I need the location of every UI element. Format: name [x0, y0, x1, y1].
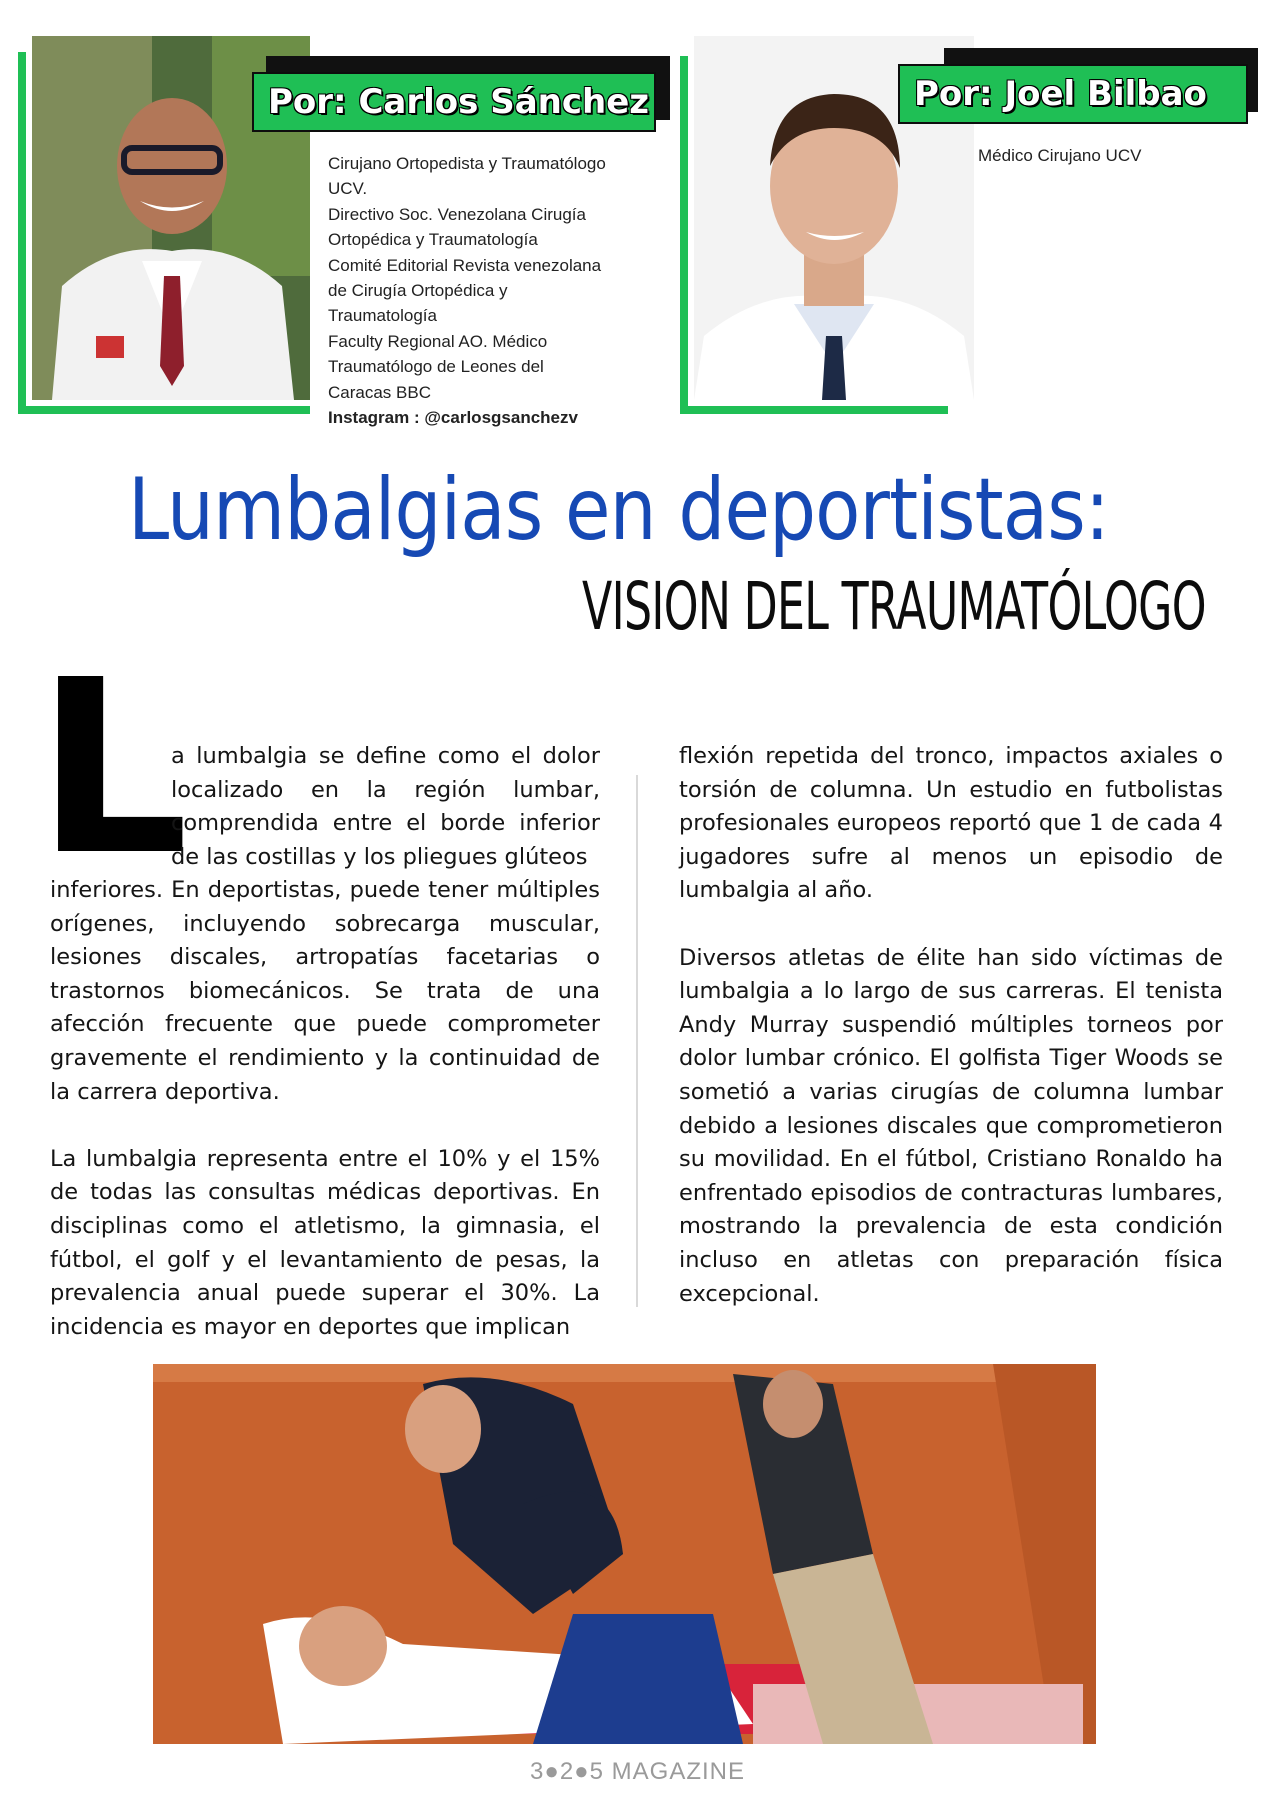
author1-frame-bottom	[18, 406, 310, 414]
author1-bio-line: Directivo Soc. Venezolana Cirugía	[328, 204, 586, 224]
author1-bio	[328, 151, 648, 430]
author1-bio-line: de Cirugía Ortopédica y	[328, 281, 508, 301]
article-title: Lumbalgias en deportistas:	[128, 460, 1109, 560]
intro-line: a lumbalgia se define como el dolor	[171, 743, 600, 769]
drop-cap: L	[36, 628, 189, 908]
intro-line: comprendida entre el borde inferior	[171, 810, 600, 837]
paragraph: inferiores. En deportistas, puede tener múltiples orígenes, incluyendo sobrecarga muscular, lesiones discales, artropatías facetarias o trastornos biomecánicos. Se trata de una afección frecuente que puede comprometer gravemente el rendimiento y la continuidad de la carrera deportiva.	[50, 877, 600, 1105]
column-divider	[636, 775, 638, 1307]
paragraph: Diversos atletas de élite han sido víctimas de lumbalgia a lo largo de sus carreras. El tenista Andy Murray suspendió múltiples torneos por dolor lumbar crónico. El golfista Tiger Woods se sometió a varias cirugías de columna lumbar debido a lesiones discales que comprometieron su movilidad. En el fútbol, Cristiano Ronaldo ha enfrentado episodios de contracturas lumbares, mostrando la prevalencia de esta condición incluso en atletas con preparación física excepcional.	[679, 944, 1223, 1307]
paragraph: flexión repetida del tronco, impactos axiales o torsión de columna. Un estudio en futbolistas profesionales europeos reportó que 1 de cada 4 jugadores sufre al menos un episodio de lumbalgia al año.	[679, 743, 1223, 904]
tennis-injury-photo	[153, 1364, 1096, 1744]
author2-frame-bottom	[680, 406, 948, 414]
author1-bio-line: Faculty Regional AO. Médico	[328, 331, 548, 351]
column-left	[50, 874, 600, 1344]
author1-instagram[interactable]: Instagram : @carlosgsanchezv	[328, 408, 578, 428]
author2-tag: Por: Joel Bilbao	[898, 64, 1248, 124]
author1-frame	[18, 52, 26, 414]
article-subtitle: VISION DEL TRAUMATÓLOGO	[582, 568, 1206, 645]
paragraph: La lumbalgia representa entre el 10% y el 15% de todas las consultas médicas deportivas. En disciplinas como el atletismo, la gimnasia, el fútbol, el golf y el levantamiento de pesas, la prevalencia anual puede superar el 30%. La incidencia es mayor en deportes que implican	[50, 1145, 600, 1340]
author1-bio-line: Caracas BBC	[328, 382, 431, 402]
magazine-footer: 3●2●5 MAGAZINE	[529, 1758, 746, 1785]
author1-bio-line: Comité Editorial Revista venezolana	[328, 255, 602, 275]
intro-line: localizado en la región lumbar,	[171, 776, 600, 803]
paragraph-gap	[50, 1109, 600, 1143]
column-right	[679, 740, 1223, 1311]
author1-bio-line: Cirujano Ortopedista y Traumatólogo	[328, 154, 606, 173]
author2-frame	[680, 56, 688, 414]
author1-bio-line: Traumatólogo de Leones del	[328, 357, 544, 377]
author1-bio-line: Ortopédica y Traumatología	[328, 230, 538, 250]
author1-bio-line: UCV.	[328, 179, 368, 199]
intro-lines	[171, 740, 600, 874]
paragraph-gap	[679, 908, 1223, 942]
author2-bio: Médico Cirujano UCV	[978, 146, 1142, 165]
intro-line: de las costillas y los pliegues glúteos	[171, 843, 588, 870]
author1-bio-line: Traumatología	[328, 306, 437, 326]
author1-tag: Por: Carlos Sánchez	[252, 72, 656, 132]
